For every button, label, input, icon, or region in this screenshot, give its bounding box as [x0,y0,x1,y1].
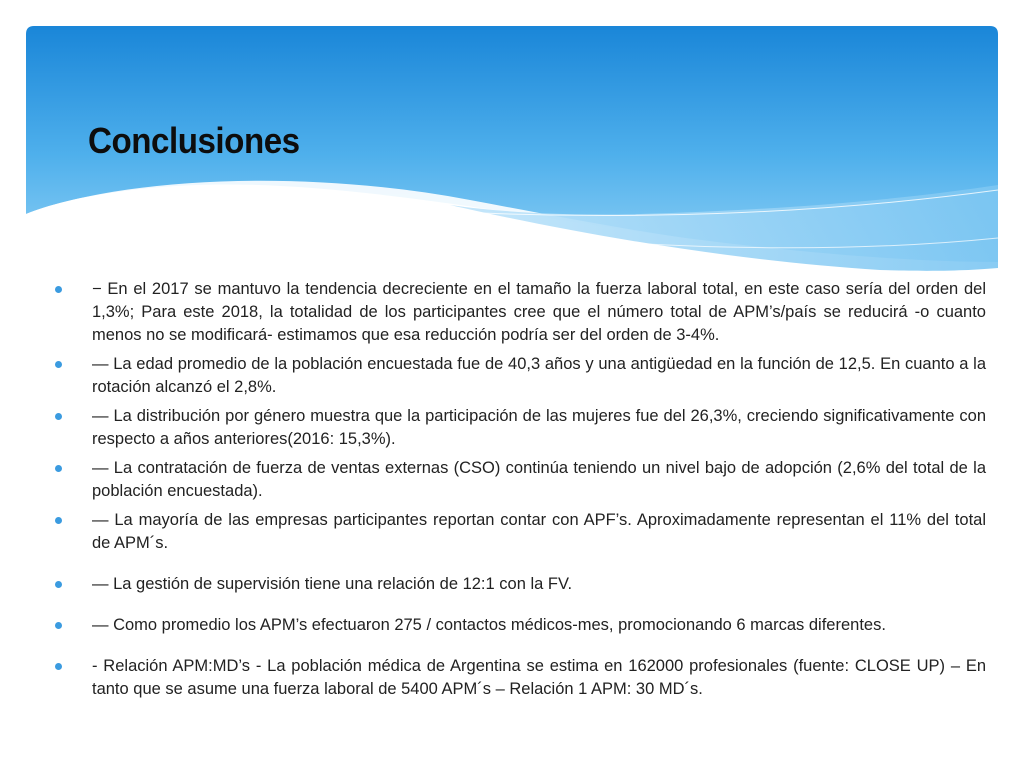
list-item [52,573,986,596]
list-item [52,509,986,555]
list-item [52,353,986,399]
conclusions-list [52,278,986,701]
list-item [52,457,986,503]
bullet-icon [55,517,62,524]
list-item-text: — La mayoría de las empresas participantes reportan contar con APF’s. Aproximadamente representan el 11% del total de APM´s. [92,511,986,552]
list-item [52,614,986,637]
list-item-text: — La gestión de supervisión tiene una relación de 12:1 con la FV. [92,575,573,593]
bullet-icon [55,286,62,293]
bullet-icon [55,622,62,629]
list-item-text: — La distribución por género muestra que la participación de las mujeres fue del 26,3%, creciendo significativamente con respecto a años anteriores(2016: 15,3%). [92,407,986,448]
bullet-icon [55,581,62,588]
bullet-icon [55,663,62,670]
page-title: Conclusiones [88,120,300,161]
bullet-icon [55,413,62,420]
list-item-text: − En el 2017 se mantuvo la tendencia decreciente en el tamaño la fuerza laboral total, en este caso sería del orden del 1,3%; Para este 2018, la totalidad de los participantes cree que el número total de APM’s/país se reducirá -o cuanto menos no se modificará- estimamos que esa reducción podría ser del orden de 3-4%. [92,280,986,344]
list-item [52,405,986,451]
bullet-icon [55,361,62,368]
list-item-text: — La contratación de fuerza de ventas externas (CSO) continúa teniendo un nivel bajo de adopción (2,6% del total de la población encuestada). [92,459,986,500]
list-item-text: — Como promedio los APM’s efectuaron 275 / contactos médicos-mes, promocionando 6 marcas diferentes. [92,616,886,634]
bullet-icon [55,465,62,472]
list-item [52,278,986,347]
list-item-text: - Relación APM:MD’s - La población médica de Argentina se estima en 162000 profesionales (fuente: CLOSE UP) – En tanto que se asume una fuerza laboral de 5400 APM´s – Relación 1 APM: 30 MD´s. [92,657,986,698]
list-item [52,655,986,701]
list-item-text: — La edad promedio de la población encuestada fue de 40,3 años y una antigüedad en la función de 12,5. En cuanto a la rotación alcanzó el 2,8%. [92,355,986,396]
